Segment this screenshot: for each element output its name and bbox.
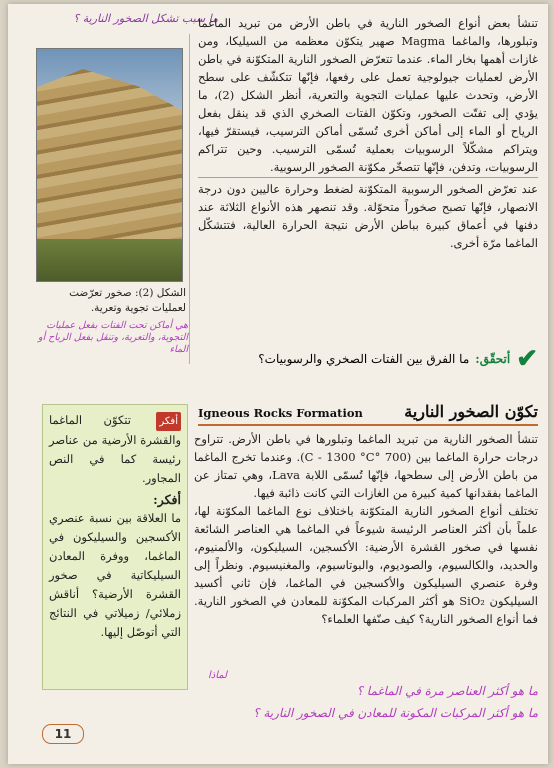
section-text-column <box>194 430 538 628</box>
rock-photo <box>36 48 183 282</box>
pen-underline <box>198 177 538 178</box>
section-title-ar: تكوّن الصخور النارية <box>404 402 538 421</box>
think-box-label: أفكر: <box>153 492 181 507</box>
section-paragraph-2: تختلف أنواع الصخور النارية المتكوّنة باختلاف نوع الماغما المكوّنة لها، علماً بأن أكثر العناصر الرئيسة شيوعاً في الماغما هي العناصر الشائعة نفسها في صخور القشرة الأرضية: الأكسجين، السيليكون، والألمنيوم، والحديد، والكالسيوم، والصوديوم، والبوتاسيوم، والمغنيسيوم. ونظراً إلى وفرة عنصري السيليكون والأكسجين في الماغما، فإن ثاني أكسيد السيليكون SiO₂ هو أكثر المركبات المكوّنة للمعادن في الصخور النارية. فما أنواع الصخور النارية؟ كيف صنّفها العلماء؟ <box>194 504 538 626</box>
handwritten-question-1: ما هو أكثر العناصر مرة في الماغما ؟ <box>356 684 538 698</box>
figure-caption: الشكل (2): صخور تعرّضت لعمليات تجوية وتعرية. <box>69 287 186 314</box>
textbook-page <box>8 4 548 764</box>
handwritten-top-note: ما سبب تشكل الصخور النارية ؟ <box>73 12 218 25</box>
handwritten-side-note: لماذا <box>208 670 228 681</box>
check-label: أتحقّق: <box>475 352 511 366</box>
think-box-intro: تتكوّن الماغما والقشرة الأرضية من عناصر رئيسة كما في النص المجاور. <box>49 413 181 485</box>
handwritten-question-2: ما هو أكثر المركبات المكونة للمعادن في الصخور النارية ؟ <box>253 706 538 720</box>
section-paragraph-1: تنشأ الصخور النارية من تبريد الماغما وتبلورها في باطن الأرض. تتراوح درجات حرارة الماغما بين (700 °C - 1300 °C). وعندما تخرج الماغما من باطن الأرض إلى سطحها، فإنّها تُسمّى اللابة Lava، وهي تمتاز عن الماغما بفقدانها كمية كبيرة من الغازات التي كانت ذائبة فيها. <box>194 432 539 500</box>
check-question <box>198 344 538 374</box>
photo-vegetation <box>37 239 182 281</box>
think-box-question: ما العلاقة بين نسبة عنصري الأكسجين والسيليكون في الماغما، ووفرة المعادن السيليكاتية في صخور القشرة الأرضية؟ أناقش زملائي/ زميلاتي في النتائج التي أتوصّل إليها. <box>49 511 181 639</box>
handwritten-caption-note: هي أماكن تحت الفتات بفعل عمليات التجوية، والتعرية، وتنقل بفعل الرياح أو الماء <box>38 320 188 355</box>
intro-paragraph-2: عند تعرّض الصخور الرسوبية المتكوّنة لضغط وحرارة عاليين دون درجة الانصهار، فإنّها تصبح صخوراً متحوّلة. وقد تنصهر هذه الأنواع الثلاثة عند دفنها في أعماق كبيرة بباطن الأرض نتيجة الحرارة العالية، فتتشكّل الماغما مرّة أخرى. <box>198 182 538 250</box>
section-heading <box>198 402 538 421</box>
think-box <box>42 404 188 690</box>
check-question-text: ما الفرق بين الفتات الصخري والرسوبيات؟ <box>258 352 470 366</box>
think-box-tag: أفكر <box>156 412 181 431</box>
intro-text-column <box>198 14 538 252</box>
intro-paragraph-1: تنشأ بعض أنواع الصخور النارية في باطن الأرض من تبريد الماغما وتبلورها، والماغما Magma صهير يتكوّن معظمه من السيليكا، ومن غازات أهمها بخار الماء. عندما تتعرّض الصخور النارية المتكوّنة في باطن الأرض لعمليات جيولوجية تعمل على رفعها، فإنّها تتكشّف على سطح الأرض، وتحدث عليها عمليات التجوية والتعرية، أنظر الشكل (2)، ما يؤدي إلى تفتّت الصخور، وتكوّن الفتات الصخري الذي قد ينقل بفعل الرياح أو الماء إلى أماكن أخرى تُسمّى أماكن الترسيب، فيستقرّ فيها، ويتراكم مشكّلاً الرسوبيات بعملية تُسمّى الترسيب. وحين تتراكم الرسوبيات، وتدفن، فإنّها تتصخّر مكوّنة الصخور الرسوبية. <box>198 16 538 174</box>
page-number: 11 <box>42 724 84 744</box>
section-title-en: Igneous Rocks Formation <box>198 406 363 420</box>
margin-divider <box>189 34 190 364</box>
section-divider <box>198 424 538 426</box>
checkmark-icon: ✔ <box>516 344 538 374</box>
